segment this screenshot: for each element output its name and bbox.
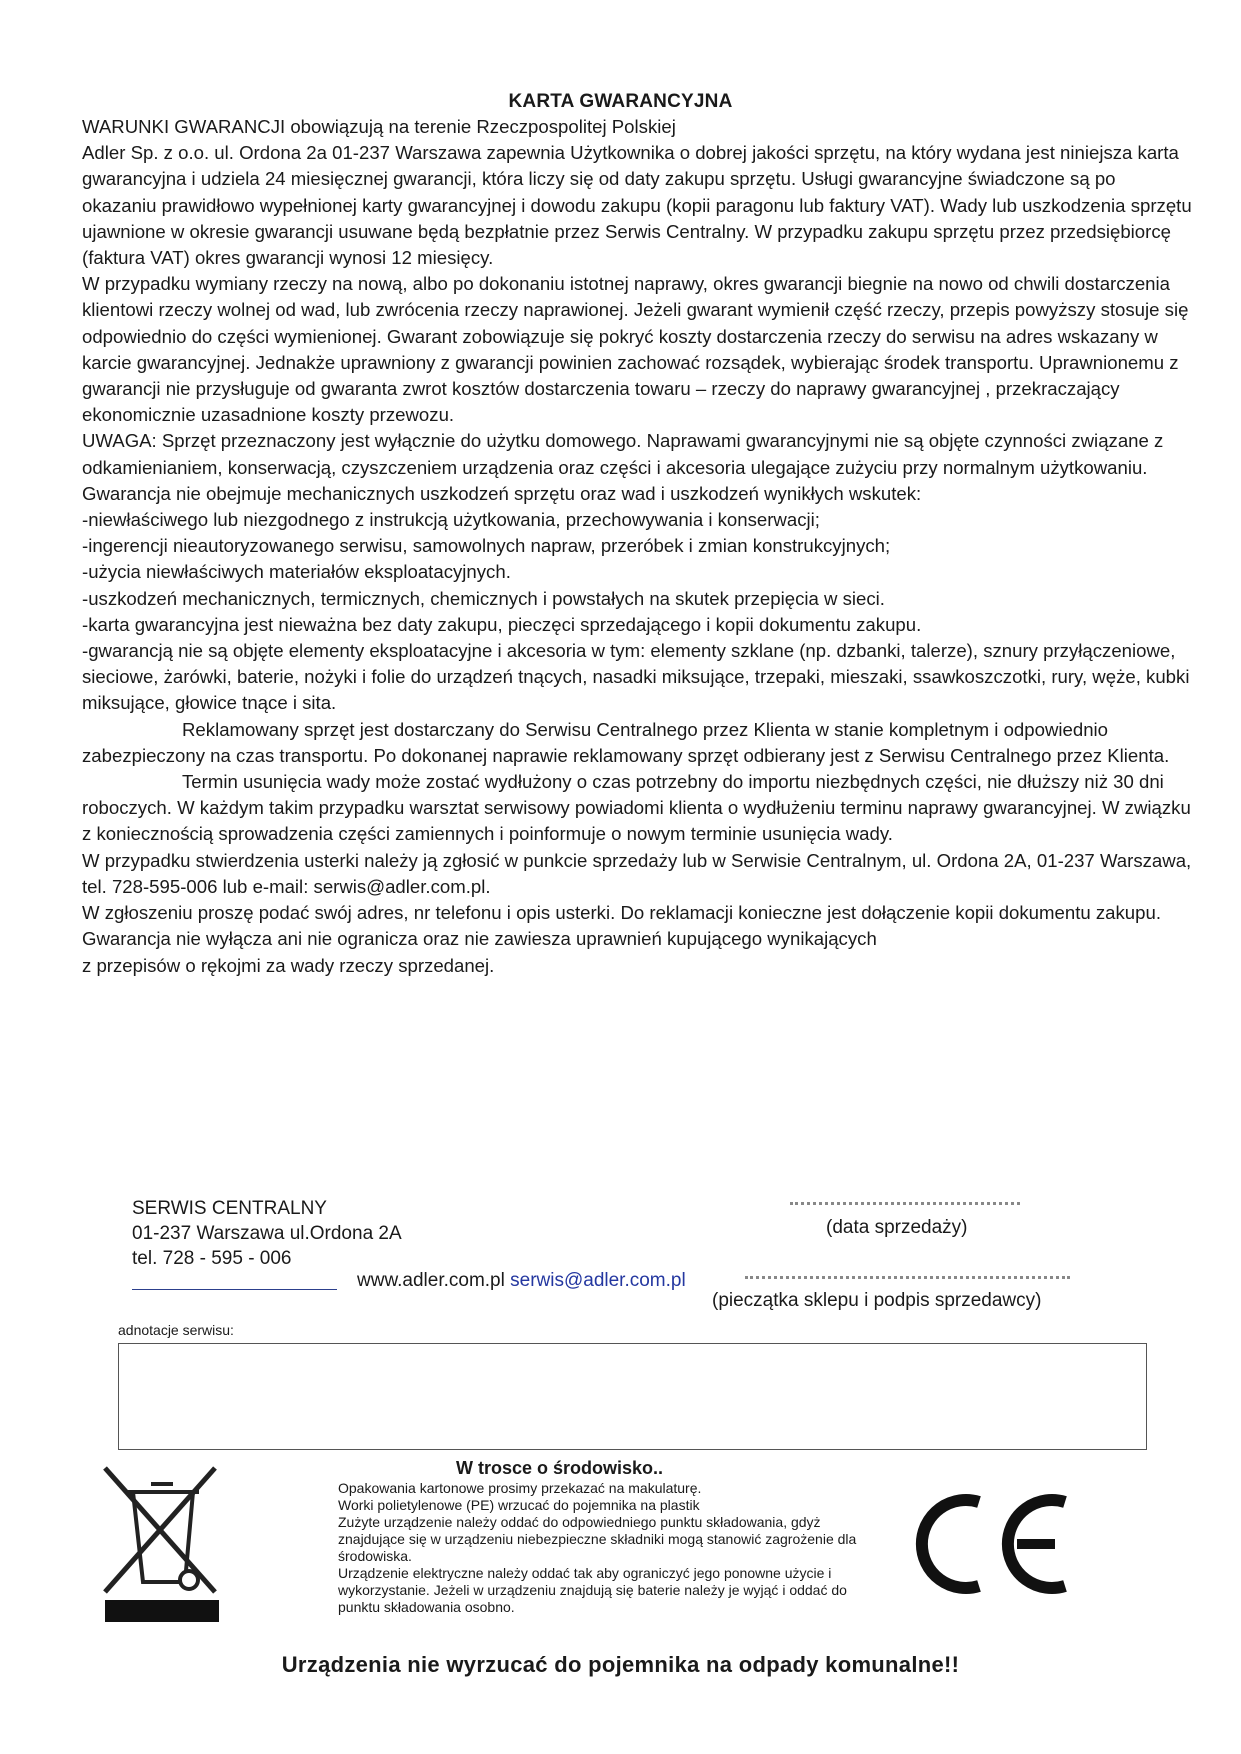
eco-line: Worki polietylenowe (PE) wrzucać do pojemnika na plastik bbox=[338, 1497, 700, 1513]
terms-exclusion: -użycia niewłaściwych materiałów eksploatacyjnych. bbox=[82, 561, 511, 583]
service-street: 01-237 Warszawa ul.Ordona 2A bbox=[132, 1223, 402, 1244]
service-notes-box[interactable] bbox=[118, 1343, 1147, 1450]
signature-line bbox=[132, 1289, 337, 1290]
contact-links bbox=[357, 1270, 686, 1292]
warranty-terms bbox=[82, 114, 1192, 979]
terms-notice: W zgłoszeniu proszę podać swój adres, nr telefonu i opis usterki. Do reklamacji konieczne jest dołączenie kopii dokumentu zakupu. bbox=[82, 902, 1161, 924]
terms-heading: WARUNKI GWARANCJI obowiązują na terenie Rzeczpospolitej Polskiej bbox=[82, 116, 676, 137]
terms-exclusion: -gwarancją nie są objęte elementy eksploatacyjne i akcesoria w tym: elementy szklane (np. dzbanki, talerze), sznury przyłączeniowe, sieciowe, żarówki, baterie, nożyki i folie do urządzeń tnących, nasadki miksujące, trzepaki, mieszaki, ssawkoszczotki, rury, węże, kubki miksujące, głowice tnące i sita. bbox=[82, 640, 1190, 714]
disposal-warning: Urządzenia nie wyrzucać do pojemnika na odpady komunalne!! bbox=[281, 1652, 960, 1677]
terms-paragraph-indented: Termin usunięcia wady może zostać wydłużony o czas potrzebny do importu niezbędnych części, nie dłuższy niż 30 dni roboczych. W każdym takim przypadku warsztat serwisowy powiadomi klienta o wydłużeniu terminu naprawy gwarancyjnej. W związku z koniecznością sprowadzenia części zamiennych i poinformuje o nowym terminie usunięcia wady. bbox=[82, 771, 1191, 845]
document-title: KARTA GWARANCYJNA bbox=[508, 91, 733, 112]
sale-date-field[interactable] bbox=[790, 1202, 1020, 1205]
terms-exclusion: -niewłaściwego lub niezgodnego z instrukcją użytkowania, przechowywania i konserwacji; bbox=[82, 509, 820, 531]
email-link[interactable]: serwis@adler.com.pl bbox=[510, 1270, 686, 1291]
shop-stamp-field[interactable] bbox=[745, 1276, 1070, 1279]
terms-paragraph-indented: Reklamowany sprzęt jest dostarczany do Serwisu Centralnego przez Klienta w stanie kompletnym i odpowiednio zabezpieczony na czas transportu. Po dokonanej naprawie reklamowany sprzęt odbierany jest z Serwisu Centralnego przez Klienta. bbox=[82, 718, 1170, 766]
eco-line: Zużyte urządzenie należy oddać do odpowiedniego punktu składowania, gdyż znajdujące się w urządzeniu niebezpieczne składniki mogą stanowić zagrożenie dla środowiska. bbox=[338, 1514, 857, 1564]
terms-rights: z przepisów o rękojmi za wady rzeczy sprzedanej. bbox=[82, 954, 495, 976]
eco-title: W trosce o środowisko.. bbox=[456, 1458, 664, 1478]
eco-instructions bbox=[338, 1480, 858, 1616]
terms-paragraph: UWAGA: Sprzęt przeznaczony jest wyłącznie do użytku domowego. Naprawami gwarancyjnymi nie są objęte czynności związane z odkamienianiem, konserwacją, czyszczeniem urządzenia oraz części i akcesoria ulegające zużyciu przy normalnym użytkowaniu. Gwarancja nie obejmuje mechanicznych uszkodzeń sprzętu oraz wad i uszkodzeń wynikłych wskutek: bbox=[82, 430, 1164, 504]
sale-date-label: (data sprzedaży) bbox=[826, 1217, 968, 1238]
service-notes-label: adnotacje serwisu: bbox=[118, 1322, 234, 1338]
website-link[interactable]: www.adler.com.pl bbox=[357, 1270, 505, 1291]
eco-line: Opakowania kartonowe prosimy przekazać na makulaturę. bbox=[338, 1480, 702, 1496]
service-address bbox=[132, 1196, 402, 1271]
service-phone: tel. 728 - 595 - 006 bbox=[132, 1248, 292, 1269]
shop-stamp-label: (pieczątka sklepu i podpis sprzedawcy) bbox=[712, 1290, 1042, 1311]
service-name: SERWIS CENTRALNY bbox=[132, 1198, 327, 1219]
eco-line: Urządzenie elektryczne należy oddać tak aby ograniczyć jego ponowne użycie i wykorzystanie. Jeżeli w urządzeniu znajdują się baterie należy je wyjąć i oddać do punktu składowania osobno. bbox=[338, 1565, 847, 1615]
ce-mark-icon bbox=[905, 1490, 1075, 1598]
terms-exclusion: -uszkodzeń mechanicznych, termicznych, chemicznych i powstałych na skutek przepięcia w sieci. bbox=[82, 587, 885, 609]
terms-rights: Gwarancja nie wyłącza ani nie ogranicza oraz nie zawiesza uprawnień kupującego wynikających bbox=[82, 928, 877, 950]
terms-exclusion: -ingerencji nieautoryzowanego serwisu, samowolnych napraw, przeróbek i zmian konstrukcyjnych; bbox=[82, 535, 891, 557]
terms-contact: W przypadku stwierdzenia usterki należy ją zgłosić w punkcie sprzedaży lub w Serwisie Centralnym, ul. Ordona 2A, 01-237 Warszawa, tel. 728-595-006 lub e-mail: serwis@adler.com.pl. bbox=[82, 849, 1192, 897]
terms-paragraph: W przypadku wymiany rzeczy na nową, albo po dokonaniu istotnej naprawy, okres gwarancji biegnie na nowo od chwili dostarczenia klientowi rzeczy wolnej od wad, lub zwrócenia rzeczy naprawionej. Jeżeli gwarant wymienił część rzeczy, przepis powyższy stosuje się odpowiednio do części wymienionej. Gwarant zobowiązuje się pokryć koszty dostarczenia rzeczy do serwisu na adres wskazany w karcie gwarancyjnej. Jednakże uprawniony z gwarancji powinien zachować rozsądek, wybierając środek transportu. Uprawnionemu z gwarancji nie przysługuje od gwaranta zwrot kosztów dostarczenia towaru – rzeczy do naprawy gwarancyjnej , przekraczający ekonomicznie uzasadnione koszty przewozu. bbox=[82, 273, 1189, 426]
terms-paragraph: Adler Sp. z o.o. ul. Ordona 2a 01-237 Warszawa zapewnia Użytkownika o dobrej jakości sprzętu, na który wydana jest niniejsza karta gwarancyjna i udziela 24 miesięcznej gwarancji, która liczy się od daty zakupu sprzętu. Usługi gwarancyjne świadczone są po okazaniu prawidłowo wypełnionej karty gwarancyjnej i dowodu zakupu (kopii paragonu lub faktury VAT). Wady lub uszkodzenia sprzętu ujawnione w okresie gwarancji usuwane będą bezpłatnie przez Serwis Centralny. W przypadku zakupu sprzętu przez przedsiębiorcę (faktura VAT) okres gwarancji wynosi 12 miesięcy. bbox=[82, 142, 1192, 269]
crossed-out-wheelie-bin-icon bbox=[103, 1464, 221, 1624]
terms-exclusion: -karta gwarancyjna jest nieważna bez daty zakupu, pieczęci sprzedającego i kopii dokumentu zakupu. bbox=[82, 613, 922, 635]
